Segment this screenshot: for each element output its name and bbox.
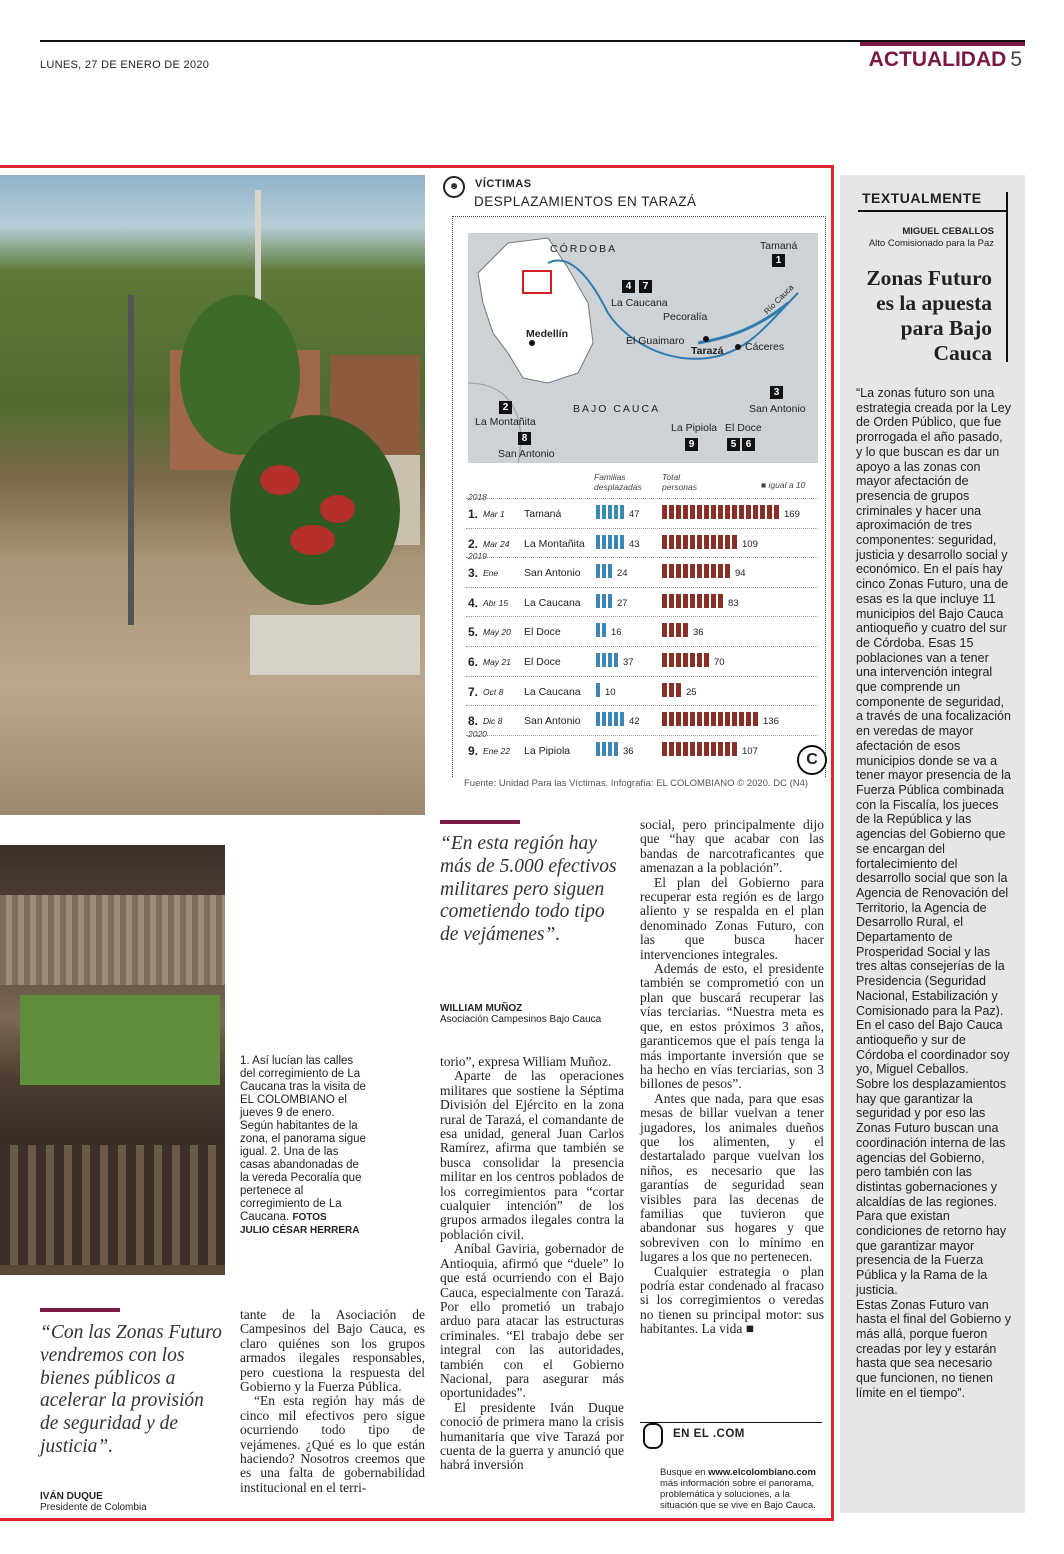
row-number: 8. [468, 714, 479, 729]
row-place: El Doce [524, 626, 561, 639]
map-marker: 8 [518, 432, 531, 445]
column-header-total: Total personas [662, 472, 697, 492]
people-bar [662, 623, 690, 637]
map-label-la-pipiola: La Pipiola [671, 422, 718, 434]
web-box-suffix: más información sobre el panorama, problemática y soluciones, a la situación que se vive en Bajo Cauca. [660, 1478, 816, 1511]
row-place: La Pipiola [524, 744, 571, 757]
map-label-pecoralia: Pecoralía [663, 311, 708, 323]
map-label-el-guaimaro: El Guaimaro [626, 335, 685, 347]
families-bar [596, 564, 614, 578]
pull-quote-munoz: “En esta región hay más de 5.000 efectivos militares pero siguen cometiendo todo tipo de vejámenes”. [440, 833, 617, 946]
caption-text: 1. Así lucían las calles del corregimiento de La Caucana tras la visita de EL COLOMBIANO el jueves 9 de enero. Según habitantes de la zona, el panorama sigue igual. 2. Una de las casas abandonadas de la vereda Pecoralía que pertenece al corregimiento de La Caucana. [240, 1055, 366, 1223]
paragraph: Cualquier estrategia o plan podría estar condenado al fracaso si los corregimientos o veredas no tienen su principal motor: sus habitantes. La vida ■ [640, 1263, 824, 1337]
sidebar-body [856, 386, 1011, 1401]
paragraph: Además de esto, el presidente también se comprometió con un plan que buscará recuperar las vías terciarias. “Nuestra meta es que, en estos próximos 3 años, garanticemos que el país tenga la más importante inversión que se ha hecho en vías terciarias, son 3 billones de pesos”. [640, 961, 824, 1092]
row-place: El Doce [524, 656, 561, 668]
row-number: 3. [468, 566, 479, 581]
families-bar [596, 505, 626, 519]
map-marker: 7 [639, 280, 652, 293]
people-bar [662, 742, 739, 756]
infographic-title: DESPLAZAMIENTOS EN TARAZÁ [474, 194, 697, 209]
street-photo [0, 175, 425, 815]
row-place: La Montañita [524, 537, 585, 550]
row-place: La Caucana [524, 596, 581, 609]
year-label: 2018 [468, 492, 487, 502]
sidebar-headline: Zonas Futuro es la apuesta para Bajo Cauca [866, 266, 992, 365]
year-label: 2019 [468, 551, 487, 562]
row-number: 5. [468, 625, 479, 640]
row-number: 4. [468, 595, 479, 610]
people-value: 107 [742, 745, 758, 757]
web-box-link[interactable]: www.elcolombiano.com [708, 1467, 816, 1478]
map-label-rio: Río Cauca [762, 282, 796, 317]
table-row [466, 557, 818, 587]
people-bar [662, 535, 739, 549]
paragraph: Sobre los desplazamientos hay que garantizar la seguridad y por eso las Zonas Futuro buscan una coordinación interna de las agencias del Gobierno, pero también con las distintas gobernaciones y alcaldías de las regiones. [856, 1077, 1007, 1209]
table-row [466, 676, 818, 706]
map-label-medellin: Medellín [526, 328, 569, 340]
infographic-kicker: VÍCTIMAS [475, 178, 532, 190]
row-number: 9. [468, 743, 479, 758]
map-label-san-antonio-e: San Antonio [749, 403, 806, 415]
paragraph: Aparte de las operaciones militares que sostiene la Séptima División del Ejército en la zona rural de Tarazá, el comandante de esa unidad, general Juan Carlos Ramírez, afirma que también se busca consolidar la presencia militar en los centros poblados de los corregimientos para “cortar cualquier intención” de los grupos armados ilegales contra la población civil. [440, 1068, 624, 1242]
quote-author-role: Asociación Campesinos Bajo Cauca [440, 1014, 602, 1025]
photo-caption [240, 1055, 370, 1237]
row-date: Oct 8 [483, 686, 504, 697]
quote-bar [40, 1308, 120, 1312]
people-value: 25 [686, 686, 697, 698]
row-number: 2. [468, 536, 479, 551]
region-map [468, 233, 818, 463]
families-value: 10 [605, 686, 616, 698]
map-label-el-doce: El Doce [725, 422, 762, 434]
map-marker: 1 [772, 254, 785, 267]
paragraph: social, pero principalmente dijo que “hay que acabar con las bandas de narcotraficantes que amenazan a la población”. [640, 817, 824, 876]
people-value: 109 [742, 538, 758, 550]
people-value: 136 [763, 716, 779, 728]
families-bar [596, 683, 602, 697]
row-place: La Caucana [524, 685, 581, 698]
map-label-san-antonio-w: San Antonio [498, 448, 555, 460]
families-bar [596, 623, 608, 637]
web-box-title: EN EL .COM [673, 1428, 745, 1440]
families-bar [596, 594, 614, 608]
column-header-familias: Familias desplazadas [594, 472, 642, 492]
paragraph: Aníbal Gaviria, gobernador de Antioquia, afirmó que “duele” lo que está ocurriendo con el Bajo Cauca, especialmente con Tarazá. Por ello prometió un trabajo arduo para atacar las estructuras criminales. “El trabajo debe ser integral con las autoridades, también con el Gobierno Nacional, para asegurar más oportunidades”. [440, 1241, 624, 1401]
row-place: Tamaná [524, 508, 562, 520]
people-value: 169 [784, 509, 800, 520]
quote-author-role: Presidente de Colombia [40, 1502, 147, 1513]
table-row [466, 705, 818, 735]
person-icon: ■ [761, 480, 767, 490]
paragraph: Para que existan condiciones de retorno hay que garantizar mayor presencia de la Fuerza Pública y la Rama de la justicia. [856, 1209, 1007, 1297]
paragraph: El plan del Gobierno para recuperar esta región es de largo aliento y se respalda en el plan denominado Zonas Futuro, con las que busca hacer intervenciones integrales. [640, 874, 824, 962]
families-bar [596, 535, 626, 549]
people-bar [662, 564, 732, 578]
map-marker: 2 [499, 401, 512, 414]
families-value: 43 [629, 538, 640, 550]
legend [761, 480, 805, 490]
families-value: 42 [629, 716, 640, 728]
map-marker: 9 [685, 438, 698, 451]
row-date: Mar 24 [483, 538, 510, 549]
map-label-cordoba: CÓRDOBA [550, 243, 618, 255]
row-place: San Antonio [524, 715, 581, 728]
people-bar [662, 594, 725, 608]
article-column-1 [240, 1308, 425, 1495]
map-marker: 6 [742, 438, 755, 451]
paragraph: torio”, expresa William Muñoz. [440, 1054, 612, 1069]
map-marker: 4 [622, 280, 635, 293]
victims-icon: ☻ [443, 176, 465, 198]
article-column-2 [440, 1055, 624, 1473]
row-date: Ene [483, 568, 499, 579]
table-row [466, 528, 818, 558]
mouse-icon [643, 1423, 663, 1449]
row-number: 6. [468, 655, 479, 669]
quote-bar [440, 820, 520, 824]
web-box-prefix: Busque en [660, 1467, 709, 1478]
web-box-rule [640, 1422, 822, 1423]
map-label-caceres: Cáceres [745, 341, 785, 353]
web-box-text [660, 1467, 825, 1511]
el-colombiano-logo: C [797, 745, 827, 775]
year-label: 2020 [468, 728, 487, 739]
quote-author: IVÁN DUQUE [40, 1491, 103, 1502]
row-number: 7. [468, 684, 479, 699]
people-value: 70 [714, 657, 725, 668]
caption-credit: JULIO CÉSAR HERRERA [240, 1225, 360, 1236]
row-date: Dic 8 [483, 716, 503, 727]
row-date: Abr 15 [483, 597, 509, 608]
map-marker: 5 [727, 438, 740, 451]
table-row [466, 587, 818, 617]
map-label-bajo-cauca: BAJO CAUCA [573, 403, 661, 415]
people-value: 36 [693, 627, 704, 639]
pull-quote-duque: “Con las Zonas Futuro vendremos con los bienes públicos a acelerar la provisión de seguridad y de justicia”. [40, 1322, 222, 1457]
sidebar-rule [858, 210, 1006, 212]
row-date: May 20 [483, 627, 511, 638]
section-bar [860, 42, 1025, 46]
people-bar [662, 683, 683, 697]
map-label-tamana: Tamaná [760, 240, 798, 252]
people-bar [662, 653, 711, 667]
table-row [466, 646, 818, 676]
row-number: 1. [468, 507, 479, 521]
families-value: 24 [617, 568, 628, 580]
people-bar [662, 505, 781, 519]
row-date: May 21 [483, 657, 511, 667]
paragraph: Estas Zonas Futuro van hasta el final del Gobierno y más allá, porque fueron creadas por ley y estarán hasta que sea necesario que funcionen, no tienen límite en el tiempo”. [856, 1297, 1011, 1400]
families-bar [596, 653, 620, 667]
families-value: 16 [611, 627, 622, 639]
section-title: ACTUALIDAD [868, 48, 1007, 71]
row-place: San Antonio [524, 567, 581, 580]
paragraph: “En esta región hay más de cinco mil efectivos pero sigue ocurriendo todo tipo de vejámenes. ¿Qué es lo que están haciendo? Nosotros creemos que es una falta de gobernabilidad institucional en el terri- [240, 1393, 425, 1495]
people-value: 94 [735, 568, 746, 580]
caption-fotos: FOTOS [292, 1212, 327, 1223]
paragraph: “La zonas futuro son una estrategia creada por la Ley de Orden Público, que fue prorrogada el año pasado, y lo que buscan es dar un apoyo a las zonas con mayor afectación de presencia de grupos criminales y hacer una aproximación de tres componentes: seguridad, justicia y desarrollo social y económico. En el país hay cinco Zonas Futuro, una de esas es la que incluye 11 municipios del Bajo Cauca antioqueño y cuatro del sur de Córdoba. Esas 15 poblaciones van a tener una intervención integral que comprende un componente de seguridad, a través de una focalización en veredas de mayor afectación de esos municipios donde se va a tener mayor presencia de la Fuerza Pública combinada con la Fiscalía, los jueces de la República y las agencias del Gobierno que se encargan del fortalecimiento del desarrollo social que son la Agencia de Renovación del Territorio, la Agencia de Desarrollo Rural, el Departamento de Prosperidad Social y las tres altas consejerías de la Presidencia (Seguridad Nacional, Estabilización y Comisionado para la Paz). En el caso del Bajo Cauca antioqueño y sur de Córdoba el coordinador soy yo, Miguel Ceballos. [856, 386, 1011, 1077]
table-row [466, 735, 818, 765]
infographic-source: Fuente: Unidad Para las Víctimas. Infografía: EL COLOMBIANO © 2020. DC (N4) [464, 778, 809, 789]
sidebar-vertical-rule [1006, 192, 1008, 362]
sidebar-author-role: Alto Comisionado para la Paz [868, 238, 994, 249]
row-date: Ene 22 [483, 745, 510, 756]
abandoned-house-photo [0, 845, 225, 1275]
article-column-3 [640, 818, 824, 1337]
map-marker: 3 [770, 386, 783, 399]
legend-text: igual a 10 [768, 480, 806, 490]
map-label-taraza: Tarazá [691, 345, 724, 357]
families-value: 47 [629, 509, 640, 520]
sidebar-label: TEXTUALMENTE [862, 190, 982, 206]
table-row [466, 498, 818, 528]
families-bar [596, 712, 626, 726]
sidebar-author: MIGUEL CEBALLOS [902, 226, 994, 237]
families-value: 37 [623, 657, 634, 668]
families-value: 27 [617, 597, 628, 609]
map-label-la-caucana: La Caucana [611, 297, 668, 309]
people-bar [662, 712, 760, 726]
map-label-la-montanita: La Montañita [475, 416, 536, 428]
quote-author: WILLIAM MUÑOZ [440, 1003, 523, 1014]
paragraph: Antes que nada, para que esas mesas de billar vuelvan a tener jugadores, los animales dueños que los alimenten, y el destartalado parque vuelvan los niños, es necesario que las garantías de seguridad sean visibles para las decenas de familias que tuvieron que abandonar sus hogares y que sobreviven con lo mínimo en lugares a los que no pertenecen. [640, 1090, 824, 1265]
paragraph: tante de la Asociación de Campesinos del Bajo Cauca, es claro quiénes son los grupos armados ilegales responsables, pero cuestiona la respuesta del Gobierno y la Fuerza Pública. [240, 1307, 425, 1395]
row-date: Mar 1 [483, 509, 505, 519]
families-value: 36 [623, 745, 634, 757]
section-header [869, 48, 1022, 72]
table-row [466, 616, 818, 646]
families-bar [596, 742, 620, 756]
date-line: LUNES, 27 DE ENERO DE 2020 [40, 59, 210, 71]
page-number: 5 [1010, 48, 1022, 71]
people-value: 83 [728, 597, 739, 609]
paragraph: El presidente Iván Duque conoció de primera mano la crisis humanitaria que vive Tarazá por cuenta de la guerra y anunció que habrá inversión [440, 1399, 624, 1473]
